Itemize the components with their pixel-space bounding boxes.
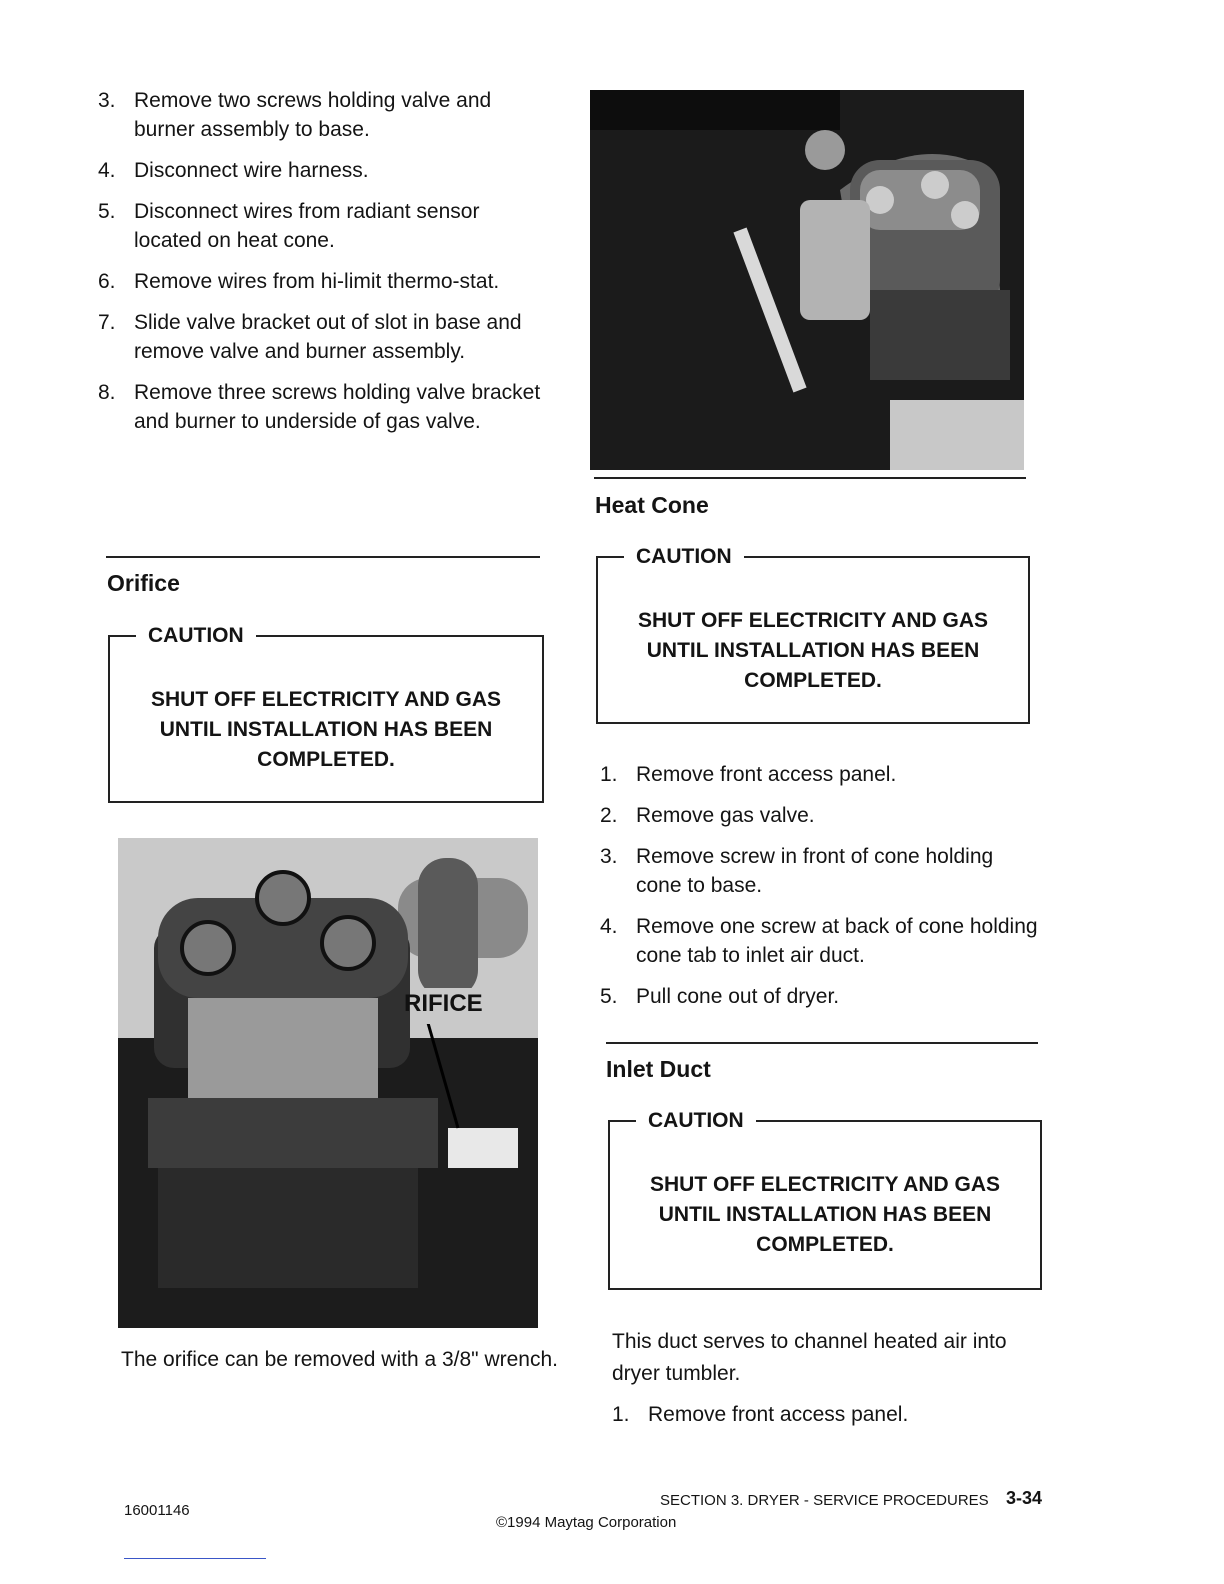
- list-item: [98, 267, 548, 296]
- heat-cone-steps: [600, 760, 1040, 1023]
- section-title: SECTION 3. DRYER - SERVICE PROCEDURES: [660, 1492, 989, 1509]
- footer-underline: [124, 1558, 266, 1559]
- list-item: [98, 197, 548, 255]
- step-number: 6.: [98, 270, 116, 293]
- inlet-duct-heading: Inlet Duct: [606, 1056, 711, 1082]
- heat-cone-photo: [590, 90, 1024, 470]
- step-text: Disconnect wires from radiant sensor located on heat cone.: [134, 200, 480, 252]
- copyright: ©1994 Maytag Corporation: [496, 1514, 677, 1531]
- step-text: Pull cone out of dryer.: [636, 985, 840, 1008]
- steps-continued-list: [98, 86, 548, 436]
- inlet-duct-description: This duct serves to channel heated air into dryer tumbler.: [612, 1330, 1007, 1385]
- list-item: [600, 982, 1040, 1011]
- caution-label: CAUTION: [636, 1108, 756, 1134]
- list-item: [600, 801, 1040, 830]
- caution-message: SHUT OFF ELECTRICITY AND GAS UNTIL INSTALLATION HAS BEEN COMPLETED.: [637, 609, 988, 692]
- step-number: 3.: [600, 845, 618, 868]
- step-number: 4.: [98, 159, 116, 182]
- section-divider: [106, 556, 540, 558]
- left-column: [98, 86, 548, 448]
- heat-cone-image: [590, 90, 1024, 470]
- step-text: Disconnect wire harness.: [134, 159, 369, 182]
- inlet-duct-caution-box: [608, 1109, 1042, 1290]
- caution-message: SHUT OFF ELECTRICITY AND GAS UNTIL INSTALLATION HAS BEEN COMPLETED.: [649, 1173, 1000, 1256]
- step-text: Remove screw in front of cone holding cone to base.: [636, 845, 994, 897]
- heat-cone-steps-list: [600, 760, 1040, 1011]
- list-item: [98, 86, 548, 144]
- doc-number: 16001146: [124, 1502, 190, 1519]
- heat-cone-caution-box: [596, 545, 1030, 724]
- step-text: Remove wires from hi-limit thermo-stat.: [134, 270, 500, 293]
- step-number: 8.: [98, 381, 116, 404]
- heat-cone-heading: Heat Cone: [595, 492, 709, 518]
- list-item: [98, 156, 548, 185]
- step-text: Remove three screws holding valve bracket and burner to underside of gas valve.: [134, 381, 541, 433]
- orifice-caption: The orifice can be removed with a 3/8" wrench.: [121, 1348, 559, 1371]
- list-item: [98, 308, 548, 366]
- orifice-photo: [118, 838, 538, 1328]
- step-text: Remove two screws holding valve and burner assembly to base.: [134, 89, 492, 141]
- step-text: Remove gas valve.: [636, 804, 815, 827]
- list-item: [600, 842, 1040, 900]
- inlet-duct-steps: [612, 1400, 1042, 1441]
- step-number: 5.: [600, 985, 618, 1008]
- caution-label: CAUTION: [624, 544, 744, 570]
- caution-label: CAUTION: [136, 623, 256, 649]
- orifice-callout-label: RIFICE: [404, 990, 483, 1017]
- step-number: 7.: [98, 311, 116, 334]
- inlet-duct-steps-list: [612, 1400, 1042, 1429]
- section-divider: [594, 477, 1026, 479]
- step-text: Remove front access panel.: [648, 1403, 909, 1426]
- step-text: Slide valve bracket out of slot in base and remove valve and burner assembly.: [134, 311, 522, 363]
- gas-valve-orifice-image: [118, 838, 538, 1328]
- orifice-caution-box: [108, 624, 544, 803]
- orifice-heading: Orifice: [107, 570, 180, 596]
- section-divider: [606, 1042, 1038, 1044]
- step-number: 4.: [600, 915, 618, 938]
- list-item: [612, 1400, 1042, 1429]
- list-item: [98, 378, 548, 436]
- step-text: Remove one screw at back of cone holding cone tab to inlet air duct.: [636, 915, 1038, 967]
- page-number: 3-34: [1006, 1488, 1043, 1508]
- list-item: [600, 912, 1040, 970]
- step-text: Remove front access panel.: [636, 763, 897, 786]
- list-item: [600, 760, 1040, 789]
- caution-message: SHUT OFF ELECTRICITY AND GAS UNTIL INSTALLATION HAS BEEN COMPLETED.: [150, 688, 501, 771]
- step-number: 1.: [612, 1403, 630, 1426]
- step-number: 1.: [600, 763, 618, 786]
- step-number: 2.: [600, 804, 618, 827]
- step-number: 5.: [98, 200, 116, 223]
- step-number: 3.: [98, 89, 116, 112]
